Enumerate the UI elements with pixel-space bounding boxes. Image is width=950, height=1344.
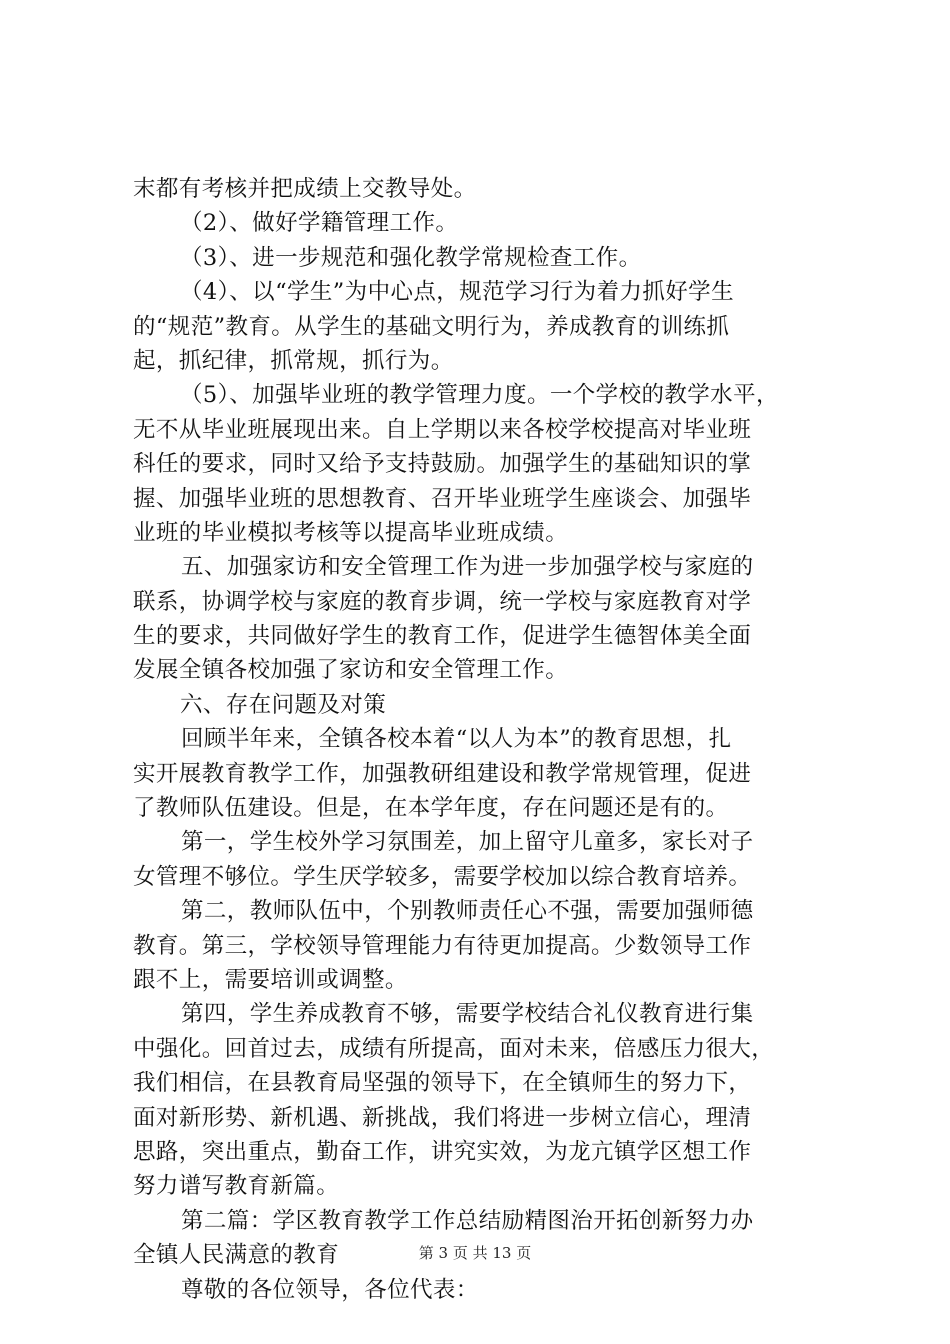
section-heading: 五、加强家访和安全管理工作为进一步加强学校与家庭的: [181, 554, 754, 581]
text-line: 思路，突出重点，勤奋工作，讲究实效，为龙亢镇学区想工作: [133, 1138, 752, 1165]
text-line: 第一，学生校外学习氛围差，加上留守儿童多，家长对子: [181, 829, 754, 856]
text-line: 回顾半年来，全镇各校本着“以人为本”的教育思想，扎: [181, 726, 732, 753]
text-line: （2）、做好学籍管理工作。: [180, 210, 459, 237]
section-heading: 六、存在问题及对策: [180, 691, 387, 718]
text-line: 面对新形势、新机遇、新挑战，我们将进一步树立信心，理清: [133, 1104, 752, 1131]
text-line: 跟不上，需要培训或调整。: [133, 966, 408, 993]
text-line: 努力谱写教育新篇。: [133, 1173, 340, 1200]
text-line: 起，抓纪律，抓常规，抓行为。: [133, 347, 454, 374]
text-line: 了教师队伍建设。但是，在本学年度，存在问题还是有的。: [133, 795, 729, 822]
text-line: 第二，教师队伍中，个别教师责任心不强，需要加强师德: [181, 898, 754, 925]
text-line: 握、加强毕业班的思想教育、召开毕业班学生座谈会、加强毕: [133, 485, 752, 512]
text-line: 末都有考核并把成绩上交教导处。: [133, 176, 477, 202]
text-line: （4）、以“学生”为中心点，规范学习行为着力抓好学生: [180, 279, 734, 306]
text-line: 实开展教育教学工作，加强教研组建设和教学常规管理，促进: [133, 760, 752, 787]
text-line: 无不从毕业班展现出来。自上学期以来各校学校提高对毕业班: [133, 416, 752, 443]
text-line: 发展全镇各校加强了家访和安全管理工作。: [133, 657, 569, 684]
section-heading: 第二篇：学区教育教学工作总结励精图治开拓创新努力办: [181, 1207, 754, 1234]
text-line: 中强化。回首过去，成绩有所提高，面对未来，倍感压力很大，: [133, 1035, 775, 1062]
text-line: 业班的毕业模拟考核等以提高毕业班成绩。: [133, 519, 569, 546]
text-line: 联系，协调学校与家庭的教育步调，统一学校与家庭教育对学: [133, 588, 752, 615]
text-line: 教育。第三，学校领导管理能力有待更加提高。少数领导工作: [133, 932, 752, 959]
text-line: 女管理不够位。学生厌学较多，需要学校加以综合教育培养。: [133, 863, 752, 890]
text-line: 的“规范”教育。从学生的基础文明行为，养成教育的训练抓: [133, 313, 730, 340]
text-line: （3）、进一步规范和强化教学常规检查工作。: [180, 244, 642, 271]
document-body: [133, 172, 833, 1307]
salutation-line: 尊敬的各位领导，各位代表：: [181, 1276, 479, 1303]
text-line: 我们相信，在县教育局坚强的领导下，在全镇师生的努力下，: [133, 1070, 752, 1097]
page-number-footer: 第 3 页 共 13 页: [418, 1244, 532, 1262]
text-line: 第四，学生养成教育不够，需要学校结合礼仪教育进行集: [181, 1001, 754, 1028]
text-line: 科任的要求，同时又给予支持鼓励。加强学生的基础知识的掌: [133, 451, 752, 478]
text-line: 全镇人民满意的教育: [133, 1242, 340, 1269]
text-line: （5）、加强毕业班的教学管理力度。一个学校的教学水平，: [180, 382, 779, 409]
text-line: 生的要求，共同做好学生的教育工作，促进学生德智体美全面: [133, 623, 752, 650]
